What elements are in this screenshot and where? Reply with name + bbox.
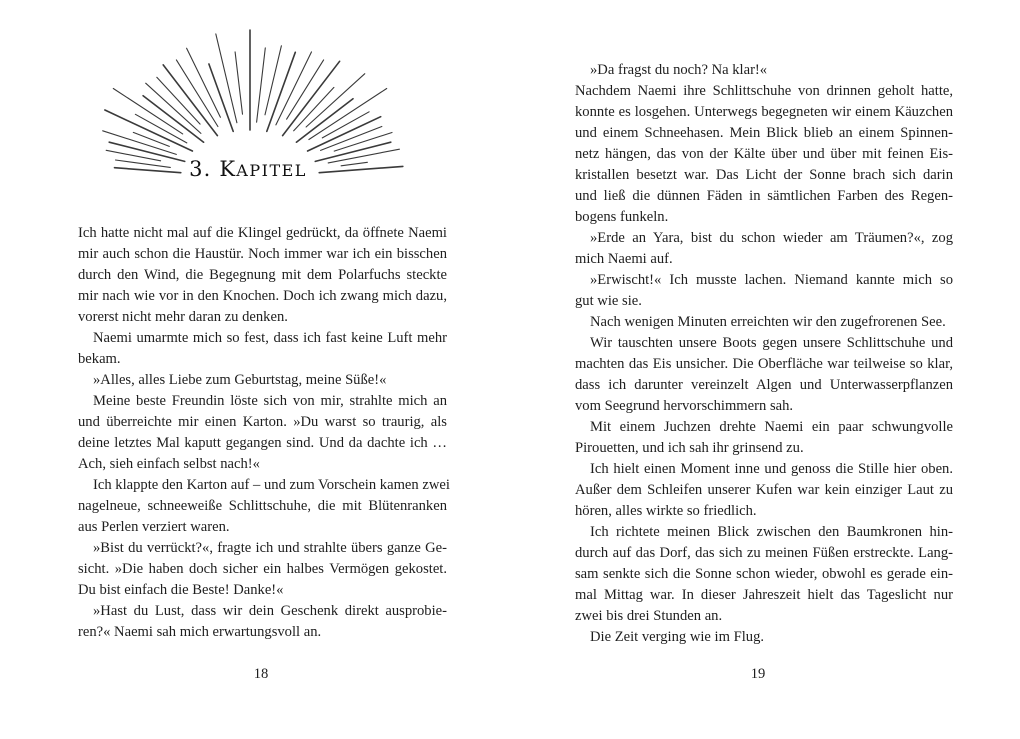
text-line: Wir tauschten unsere Boots gegen unsere Schlittschuhe und: [590, 335, 953, 351]
text-line: vom Seegrund hervorschimmern sah.: [575, 398, 794, 414]
text-line: »Bist du verrückt?«, fragte ich und strahlte übers ganze Ge-: [93, 540, 447, 556]
text-line: bogens funkeln.: [575, 209, 669, 225]
right-body-text: [575, 60, 953, 648]
text-line: und überreichte mir einen Karton. »Du warst so traurig, als: [78, 414, 447, 430]
text-line: gut wie sie.: [575, 293, 642, 309]
sunburst-ray: [113, 89, 182, 134]
sunburst-ray: [133, 132, 169, 146]
sunburst-ray: [265, 46, 281, 115]
sunburst-ray: [235, 52, 242, 114]
left-body-text: [78, 223, 450, 643]
text-line: aus Perlen verziert waren.: [78, 519, 230, 535]
text-line: mich Naemi auf.: [575, 251, 673, 267]
text-line: deine letztes Mal kaputt gegangen sind. Und da dachte ich …: [78, 435, 447, 451]
text-line: »Erwischt!« Ich musste lachen. Niemand kannte mich so: [590, 272, 953, 288]
text-line: Nachdem Naemi ihre Schlittschuhe von drinnen geholt hatte,: [575, 83, 953, 99]
text-line: netz hängen, das von der Kälte über und über mit feinen Eis-: [575, 146, 953, 162]
text-line: »Alles, alles Liebe zum Geburtstag, meine Süße!«: [93, 372, 387, 388]
text-line: und einem Schneehasen. Mein Blick blieb an einem Spinnen-: [575, 125, 953, 141]
sunburst-ray: [267, 52, 296, 131]
text-line: Außer dem Schleifen unserer Kufen war kein einziger Laut zu: [575, 482, 953, 498]
sunburst-ray: [163, 65, 217, 136]
text-line: sicht. »Die haben doch sicher ein halbes Vermögen gekostet.: [78, 561, 447, 577]
text-line: ren?« Naemi sah mich erwartungsvoll an.: [78, 624, 322, 640]
text-line: sam senkte sich die Sonne schon wieder, obwohl es gerade ein-: [575, 566, 953, 582]
text-line: durch den Wind, die Begegnung mit dem Polarfuchs steckte: [78, 267, 447, 283]
text-line: Naemi umarmte mich so fest, dass ich fast keine Luft mehr: [93, 330, 447, 346]
chapter-word-initial: K: [219, 157, 237, 181]
text-line: nagelneue, schneeweiße Schlittschuhe, die mit Blütenranken: [78, 498, 447, 514]
text-line: kristallen besetzt war. Das Licht der Sonne brach sich darin: [575, 167, 953, 183]
text-line: Meine beste Freundin löste sich von mir, strahlte mich an: [93, 393, 447, 409]
text-line: und ließ die dünnen Fäden in sämtlichen Farben des Regen-: [575, 188, 953, 204]
text-line: »Da fragst du noch? Na klar!«: [590, 62, 768, 78]
text-line: machten das Eis unsicher. Die Oberfläche war teilweise so klar,: [575, 356, 953, 372]
text-line: »Hast du Lust, dass wir dein Geschenk direkt ausprobie-: [93, 603, 447, 619]
text-line: Pirouetten, und ich sah ihr grinsend zu.: [575, 440, 804, 456]
text-line: mal Mittag war. In dieser Jahreszeit hielt das Tageslicht nur: [575, 587, 953, 603]
text-line: vorerst nicht mehr daran zu denken.: [78, 309, 288, 325]
text-line: Ich hatte nicht mal auf die Klingel gedrückt, da öffnete Naemi: [78, 225, 447, 241]
chapter-number: 3.: [189, 157, 212, 181]
text-line: konnte es losgehen. Unterwegs begegneten wir einem Käuzchen: [575, 104, 953, 120]
text-line: dass ich darunter vereinzelt Algen und Unterwasserpflanzen: [575, 377, 953, 393]
text-line: Ich klappte den Karton auf – und zum Vorschein kamen zwei: [93, 477, 450, 493]
sunburst-ray: [296, 99, 353, 143]
text-line: mir nach wie vor in den Knochen. Doch ich zwang mich dazu,: [78, 288, 447, 304]
right-page: [510, 0, 1020, 739]
sunburst-ray: [308, 117, 381, 151]
text-line: Du bist einfach die Beste! Danke!«: [78, 582, 284, 598]
chapter-word-rest: APITEL: [236, 161, 307, 180]
sunburst-ray: [209, 64, 233, 131]
text-line: zwei bis drei Stunden an.: [575, 608, 723, 624]
sunburst-ray: [257, 48, 266, 122]
text-line: bekam.: [78, 351, 121, 367]
text-line: Ich hielt einen Moment inne und genoss die Stille hier oben.: [590, 461, 953, 477]
page-number: 19: [750, 666, 766, 682]
text-line: Nach wenigen Minuten erreichten wir den zugefrorenen See.: [590, 314, 946, 330]
text-line: »Erde an Yara, bist du schon wieder am Träumen?«, zog: [590, 230, 953, 246]
sunburst-ray: [146, 83, 201, 133]
text-line: Mit einem Juchzen drehte Naemi ein paar schwungvolle: [590, 419, 953, 435]
text-line: Ach, sieh einfach selbst nach!«: [78, 456, 260, 472]
chapter-heading: [70, 157, 426, 181]
text-line: hören, alles wirkte so friedlich.: [575, 503, 757, 519]
sunburst-ray: [216, 34, 237, 123]
text-line: durch auf das Dorf, das sich zu meinen Füßen erstreckte. Lang-: [575, 545, 953, 561]
text-line: mir auch schon die Haustür. Noch immer war ich ein bisschen: [78, 246, 447, 262]
text-line: Die Zeit verging wie im Flug.: [590, 629, 765, 645]
page-number: 18: [253, 666, 269, 682]
text-line: Ich richtete meinen Blick zwischen den Baumkronen hin-: [590, 524, 953, 540]
